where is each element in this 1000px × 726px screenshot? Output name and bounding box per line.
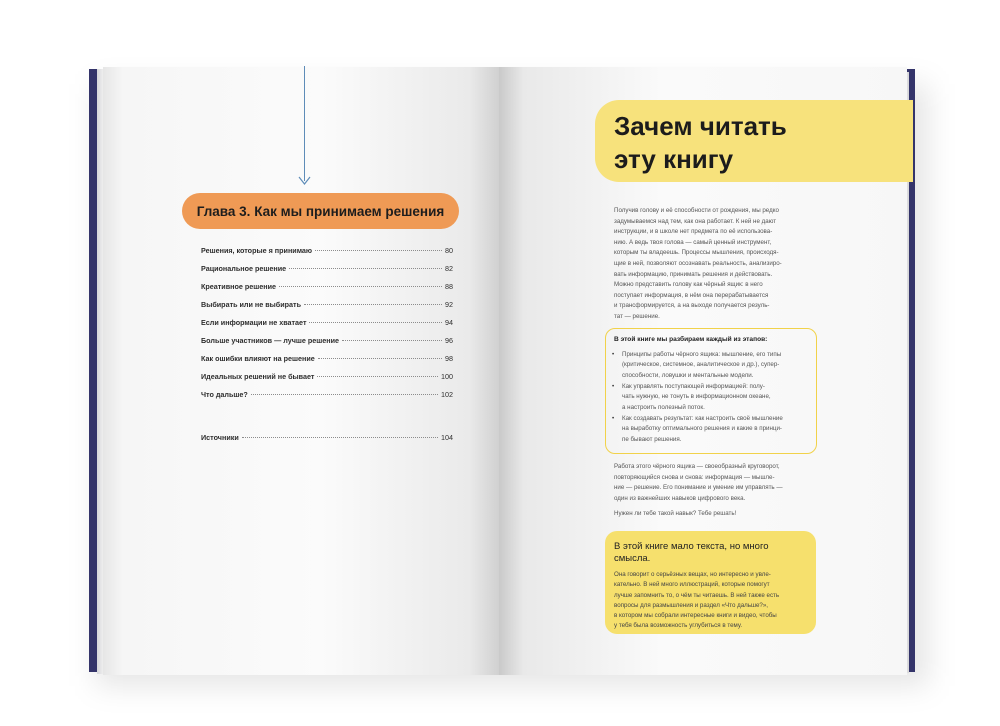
text-line: в котором мы собрали интересные книги и видео, чтобы xyxy=(614,612,777,620)
text-line: ние — решение. Его понимание и умение им управлять — xyxy=(614,484,783,492)
text-line: вопросы для размышления и раздел «Что дальше?», xyxy=(614,601,768,609)
text-line: Получив голову и её способности от рождения, мы редко xyxy=(614,207,779,214)
toc-leader xyxy=(251,394,438,395)
text-line: инструкции, и в школе нет предмета по её использова- xyxy=(614,228,773,236)
intro-paragraph xyxy=(614,206,819,280)
toc-item-title: Больше участников — лучше решение xyxy=(201,336,340,345)
text-line: кательно. В ней много иллюстраций, которые помогут xyxy=(614,581,770,589)
toc-leader xyxy=(309,322,442,323)
text-line: чать нужную, не тонуть в информационном океане, xyxy=(622,393,771,401)
toc-item-title: Как ошибки влияют на решение xyxy=(201,354,315,363)
toc-item[interactable] xyxy=(201,246,453,258)
toc-leader xyxy=(318,358,442,359)
question-line xyxy=(614,509,819,520)
text-line: один из важнейших навыков цифрового века. xyxy=(614,494,746,502)
text-line: Она говорит о серьёзных вещах, но интересно и увле- xyxy=(614,571,771,578)
toc-item[interactable] xyxy=(201,282,453,294)
toc-leader xyxy=(289,268,442,269)
text-line: (критическое, системное, аналитическое и др.), супер- xyxy=(622,361,780,369)
bullet-icon: • xyxy=(612,415,615,422)
toc-item[interactable] xyxy=(201,336,453,348)
toc-item-title: Выбирать или не выбирать xyxy=(201,300,301,309)
toc-item[interactable] xyxy=(201,390,453,402)
toc-leader xyxy=(317,376,438,377)
toc-item-page: 80 xyxy=(445,246,453,255)
toc-item-title: Источники xyxy=(201,433,239,442)
text-line: смысла. xyxy=(614,553,651,564)
toc-item-title: Рациональное решение xyxy=(201,264,287,273)
toc-item-title: Если информации не хватает xyxy=(201,318,307,327)
text-line: и трансформируется, а на выходе получается резуль- xyxy=(614,302,770,310)
toc-item-page: 100 xyxy=(441,372,453,381)
cycle-paragraph xyxy=(614,462,819,504)
list-item-text xyxy=(622,382,771,413)
toc-item[interactable] xyxy=(201,372,453,384)
toc-item-page: 88 xyxy=(445,282,453,291)
text-line: нию. А ведь твоя голова — самый ценный инструмент, xyxy=(614,238,772,246)
stages-box-title: В этой книге мы разбираем каждый из этапов: xyxy=(614,336,768,343)
text-line: Нужен ли тебе такой навык? Тебе решать! xyxy=(614,510,737,517)
toc-leader xyxy=(242,437,438,438)
list-item xyxy=(612,414,812,445)
page-title xyxy=(614,110,904,175)
text-line: поступает информация, в нём она перерабатывается xyxy=(614,291,769,299)
info-card-text xyxy=(614,570,810,632)
left-page xyxy=(103,67,501,675)
chapter-title-text: Глава 3. Как мы принимаем решения xyxy=(196,203,445,219)
text-line: пе бывают решения. xyxy=(622,435,682,443)
text-line: способности, ловушки и ментальные модели. xyxy=(622,371,754,379)
toc-item[interactable] xyxy=(201,354,453,366)
arrow-down-icon xyxy=(298,176,311,186)
text-line: у тебя была возможность углубиться в тему. xyxy=(614,622,743,630)
toc-item-title: Идеальных решений не бывает xyxy=(201,372,315,381)
toc-item-page: 104 xyxy=(441,433,453,442)
text-line: вать информацию, принимать решения и действовать. xyxy=(614,270,773,278)
toc-item-title: Что дальше? xyxy=(201,390,248,399)
text-line: Принципы работы чёрного ящика: мышление, его типы xyxy=(622,351,782,358)
text-line: Можно представить голову как чёрный ящик: в него xyxy=(614,281,763,288)
toc-item[interactable] xyxy=(201,300,453,312)
toc-item-page: 102 xyxy=(441,390,453,399)
page-title-line: эту книгу xyxy=(614,143,734,174)
bullet-icon: • xyxy=(612,383,615,390)
text-line: Работа этого чёрного ящика — своеобразный круговорот, xyxy=(614,463,780,470)
toc-leader xyxy=(342,340,442,341)
toc-leader xyxy=(279,286,442,287)
text-line: лучше запомнить то, о чём ты читаешь. В ней также есть xyxy=(614,591,780,599)
toc-item-page: 82 xyxy=(445,264,453,273)
toc-item[interactable] xyxy=(201,318,453,330)
toc-leader xyxy=(315,250,442,251)
text-line: задумываемся над тем, как она работает. К ней не дают xyxy=(614,217,777,225)
toc-item-page: 96 xyxy=(445,336,453,345)
toc-item-title: Решения, которые я принимаю xyxy=(201,246,313,255)
text-line: а настроить полезный поток. xyxy=(622,403,705,411)
bullet-icon: • xyxy=(612,351,615,358)
toc-leader xyxy=(304,304,442,305)
text-line: щие в ней, позволяют осознавать реальность, анализиро- xyxy=(614,259,782,267)
toc-item-page: 92 xyxy=(445,300,453,309)
toc-item-title: Креативное решение xyxy=(201,282,276,291)
list-item xyxy=(612,382,812,413)
info-card-title xyxy=(614,541,810,565)
list-item-text xyxy=(622,414,783,445)
text-line: Как создавать результат: как настроить своё мышление xyxy=(622,415,783,422)
toc-item-page: 98 xyxy=(445,354,453,363)
text-line: повторяющийся снова и снова: информация — мышле- xyxy=(614,473,775,481)
text-line: на выработку оптимального решения и какие в принци- xyxy=(622,425,782,433)
page-title-line: Зачем читать xyxy=(614,111,787,141)
chapter-title xyxy=(182,193,459,229)
text-line: В этой книге мало текста, но много xyxy=(614,541,769,552)
toc-item[interactable] xyxy=(201,264,453,276)
blackbox-paragraph xyxy=(614,280,819,322)
connector-arrow-line xyxy=(304,66,305,181)
toc-item-page: 94 xyxy=(445,318,453,327)
text-line: Как управлять поступающей информацией: полу- xyxy=(622,383,765,390)
text-line: которым ты владеешь. Процессы мышления, происходя- xyxy=(614,249,779,257)
text-line: тат — решение. xyxy=(614,312,660,320)
toc-item-sources[interactable] xyxy=(201,433,453,445)
list-item xyxy=(612,350,812,381)
list-item-text xyxy=(622,350,781,381)
